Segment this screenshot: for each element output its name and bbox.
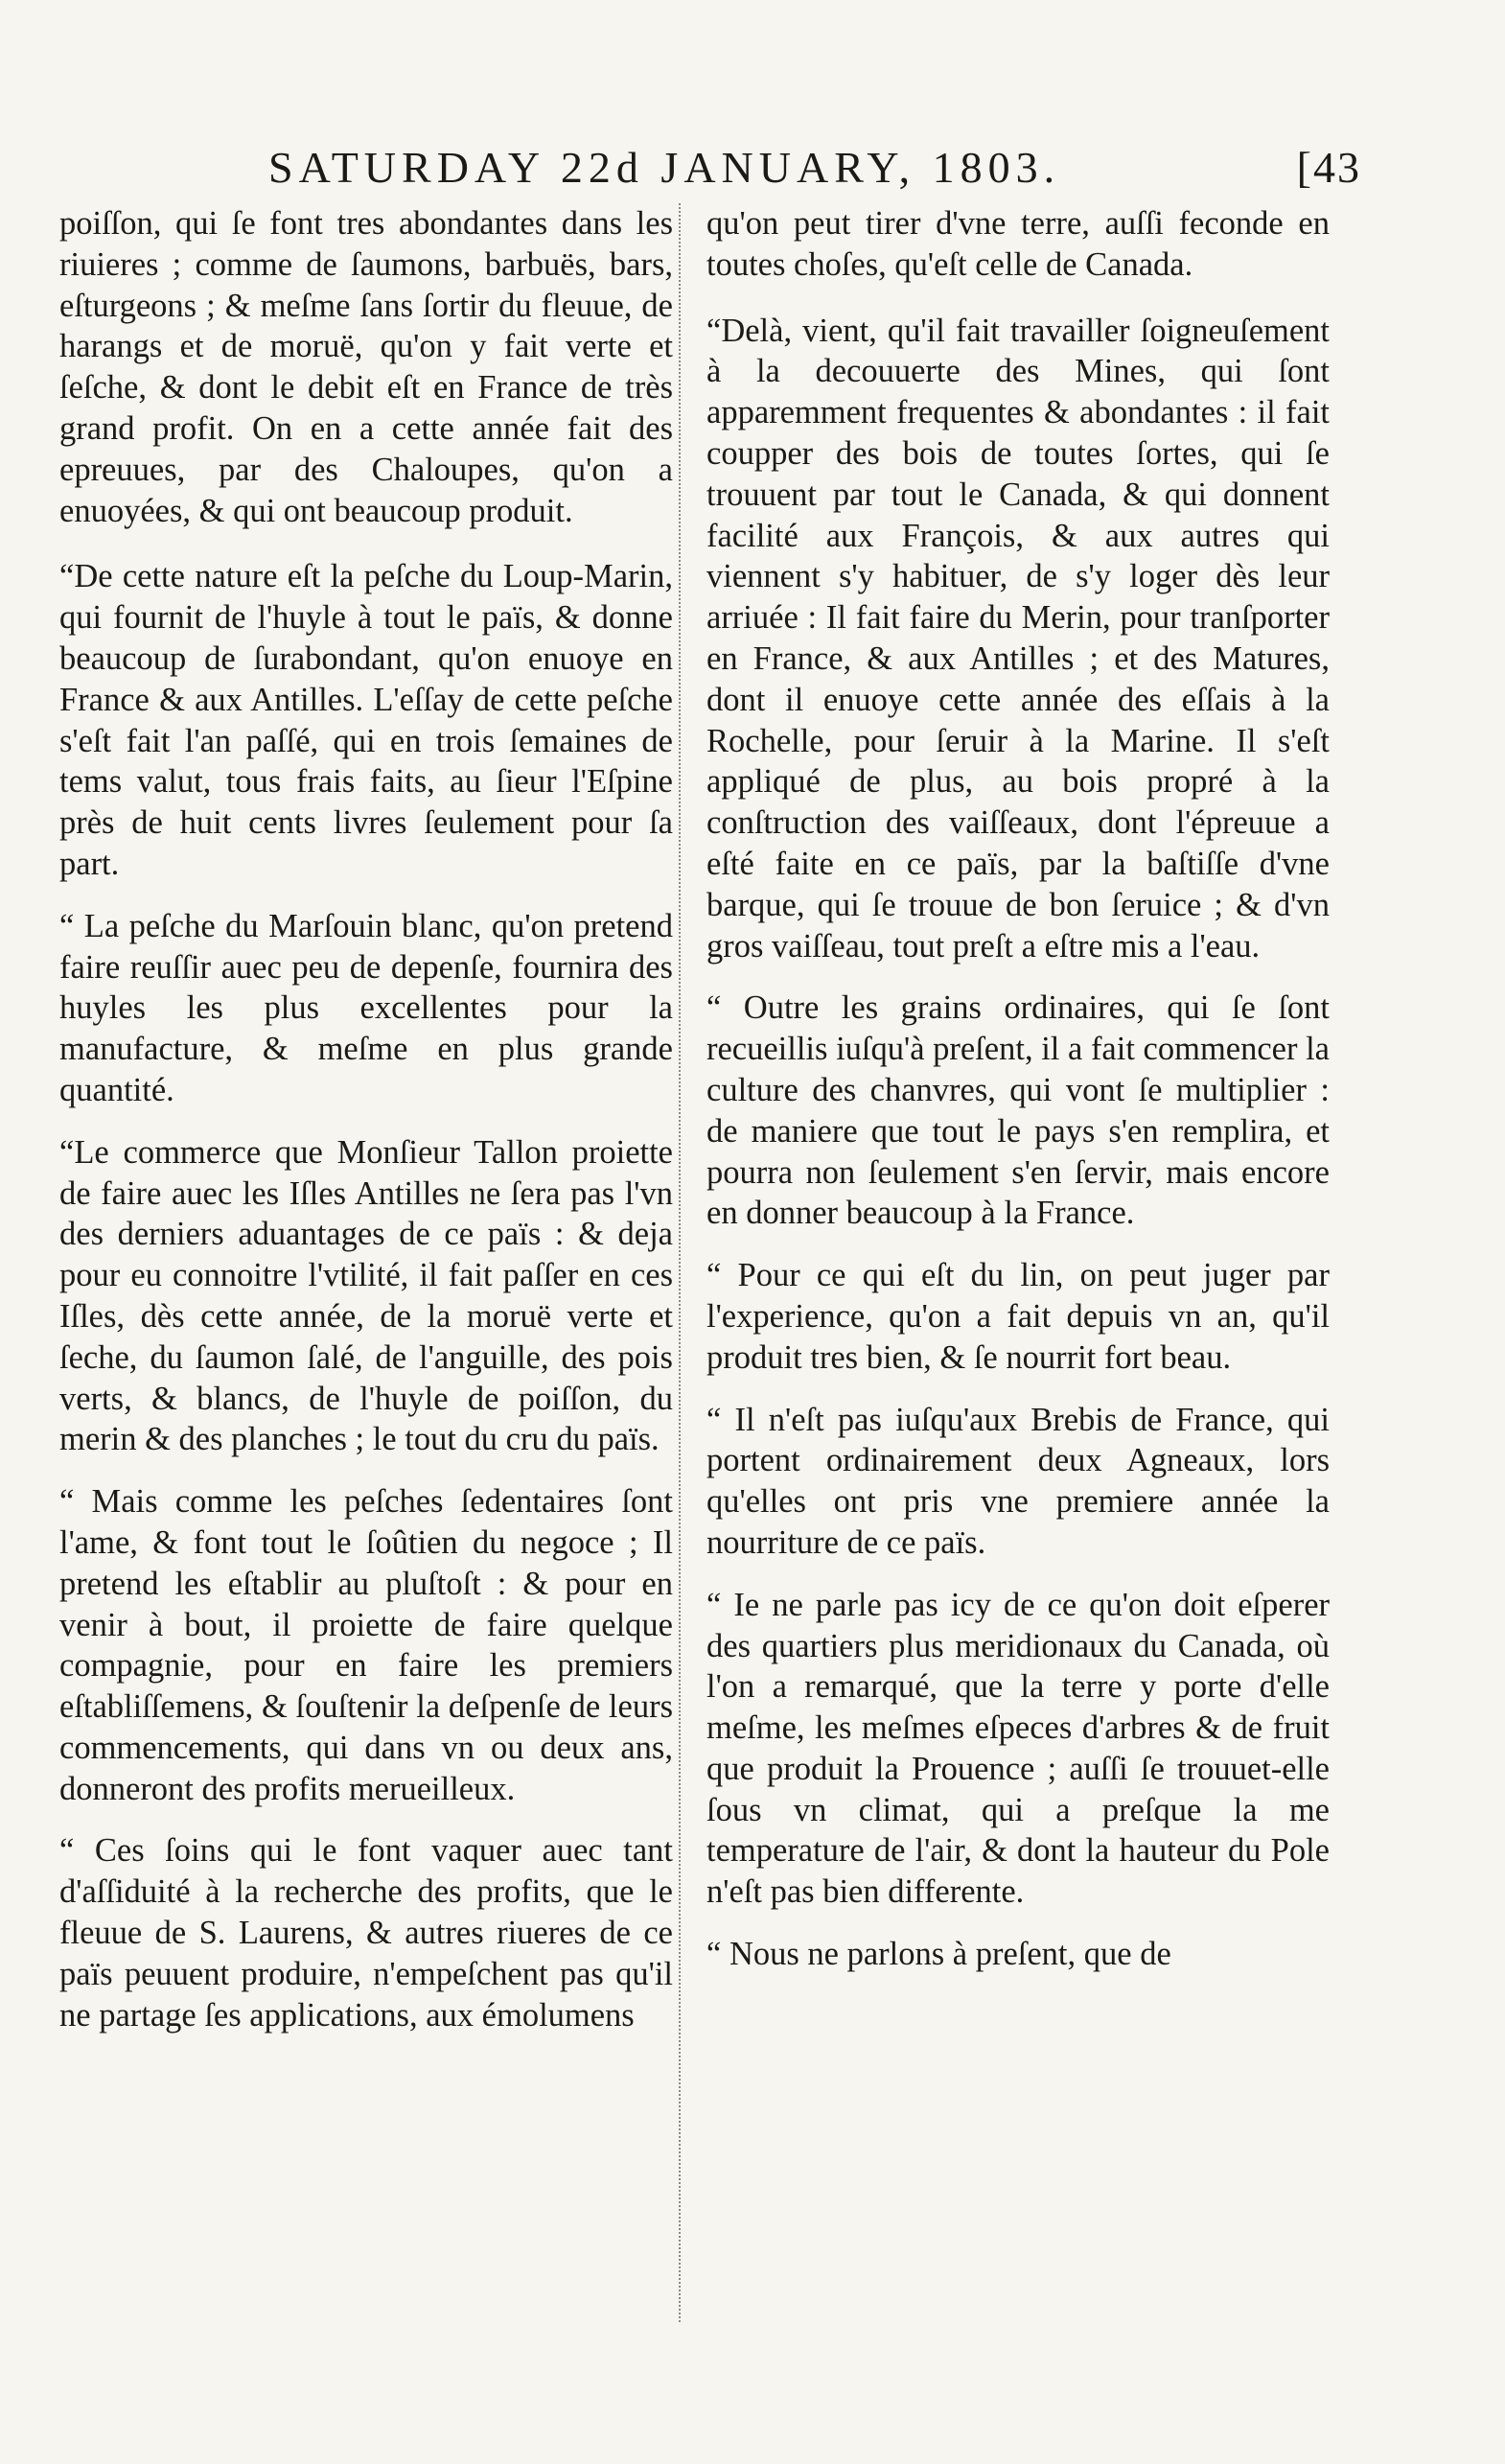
page-number: [43 [1296,143,1361,192]
paragraph: poiſſon, qui ſe font tres abondantes dans les riuieres ; comme de ſaumons, barbuës, bars, eſturgeons ; & meſme ſans ſortir du fleuue, de harangs et de moruë, qu'on y fait verte et ſeſche, & dont le debit eſt en France de très grand profit. On en a cette année fait des epreuues, par des Chaloupes, qu'on a enuoyées, & qui ont beaucoup produit. [59,205,673,529]
column-divider [679,203,681,2322]
left-column [59,203,673,2057]
paragraph: “ Mais comme les peſches ſedentaires ſont l'ame, & font tout le ſoûtien du negoce ; Il pretend les eſtablir au pluſtoſt : & pour en venir à bout, il proiette de faire quelque compagnie, pour en faire les premiers eſtabliſſemens, & ſouſtenir la deſpenſe de leurs commencements, qui dans vn ou deux ans, donneront des profits merueilleux. [59,1483,673,1807]
paragraph: “ Outre les grains ordinaires, qui ſe ſont recueillis iuſqu'à preſent, il a fait commencer la culture des chanvres, qui vont ſe multiplier : de maniere que tout le pays s'en remplira, et pourra non ſeulement s'en ſervir, mais encore en donner beaucoup à la France. [706,989,1330,1232]
paragraph: “ Nous ne parlons à preſent, que de [706,1936,1171,1973]
page-header [240,142,1361,199]
paragraph: “Le commerce que Monſieur Tallon proiette de faire auec les Iſles Antilles ne ſera pas l'vn des derniers aduantages de ce païs : & deja pour eu connoitre l'vtilité, il fait paſſer en ces Iſles, dès cette année, de la moruë verte et ſeche, du ſaumon ſalé, de l'anguille, des pois verts, & blancs, de l'huyle de poiſſon, du merin & des planches ; le tout du cru du païs. [59,1133,673,1458]
paragraph: “De cette nature eſt la peſche du Loup-Marin, qui fournit de l'huyle à tout le païs, & donne beaucoup de ſurabondant, qu'on enuoye en France & aux Antilles. L'eſſay de cette peſche s'eſt fait l'an paſſé, qui en trois ſemaines de tems valut, tous frais faits, au ſieur l'Eſpine près de huit cents livres ſeulement pour ſa part. [59,558,673,882]
running-head: SATURDAY 22d JANUARY, 1803. [268,143,1061,192]
paragraph: “ Ces ſoins qui le font vaquer auec tant d'aſſiduité à la recherche des profits, que le fleuue de S. Laurens, & autres riueres de ce païs peuuent produire, n'empeſchent pas qu'il ne partage ſes applications, aux émolumens [59,1832,673,2034]
paragraph: “ Il n'eſt pas iuſqu'aux Brebis de France, qui portent ordinairement deux Agneaux, lors qu'elles ont pris vne premiere année la nourriture de ce païs. [706,1401,1330,1561]
paragraph: “ La peſche du Marſouin blanc, qu'on pretend faire reuſſir auec peu de depenſe, fournira des huyles les plus excellentes pour la manufacture, & meſme en plus grande quantité. [59,907,673,1108]
paragraph: “Delà, vient, qu'il fait travailler ſoigneuſement à la decouuerte des Mines, qui ſont apparemment frequentes & abondantes : il fait coupper des bois de toutes ſortes, qui ſe trouuent par tout le Canada, & qui donnent facilité aux François, & aux autres qui viennent s'y habituer, de s'y loger dès leur arriuée : Il fait faire du Merin, pour tranſporter en France, & aux Antilles ; et des Matures, dont il enuoye cette année des eſſais à la Rochelle, pour ſeruir à la Marine. Il s'eſt appliqué de plus, au bois propré à la conſtruction des vaiſſeaux, dont l'épreuue a eſté faite en ce païs, par la baſtiſſe d'vne barque, qui ſe trouue de bon ſeruice ; & d'vn gros vaiſſeau, tout preſt a eſtre mis a l'eau. [706,312,1330,965]
paragraph: “ Pour ce qui eſt du lin, on peut juger par l'experience, qu'on a fait depuis vn an, qu'il produit tres bien, & ſe nourrit fort beau. [706,1257,1330,1376]
paragraph: “ Ie ne parle pas icy de ce qu'on doit eſperer des quartiers plus meridionaux du Canada, où l'on a remarqué, que la terre y porte d'elle meſme, les meſmes eſpeces d'arbres & de fruit que produit la Prouence ; auſſi ſe trouuet-elle ſous vn climat, qui a preſque la me temperature de l'air, & dont la hauteur du Pole n'eſt pas bien differente. [706,1586,1330,1911]
right-column [706,203,1330,1996]
paragraph: qu'on peut tirer d'vne terre, auſſi feconde en toutes choſes, qu'eſt celle de Canada. [706,205,1330,283]
